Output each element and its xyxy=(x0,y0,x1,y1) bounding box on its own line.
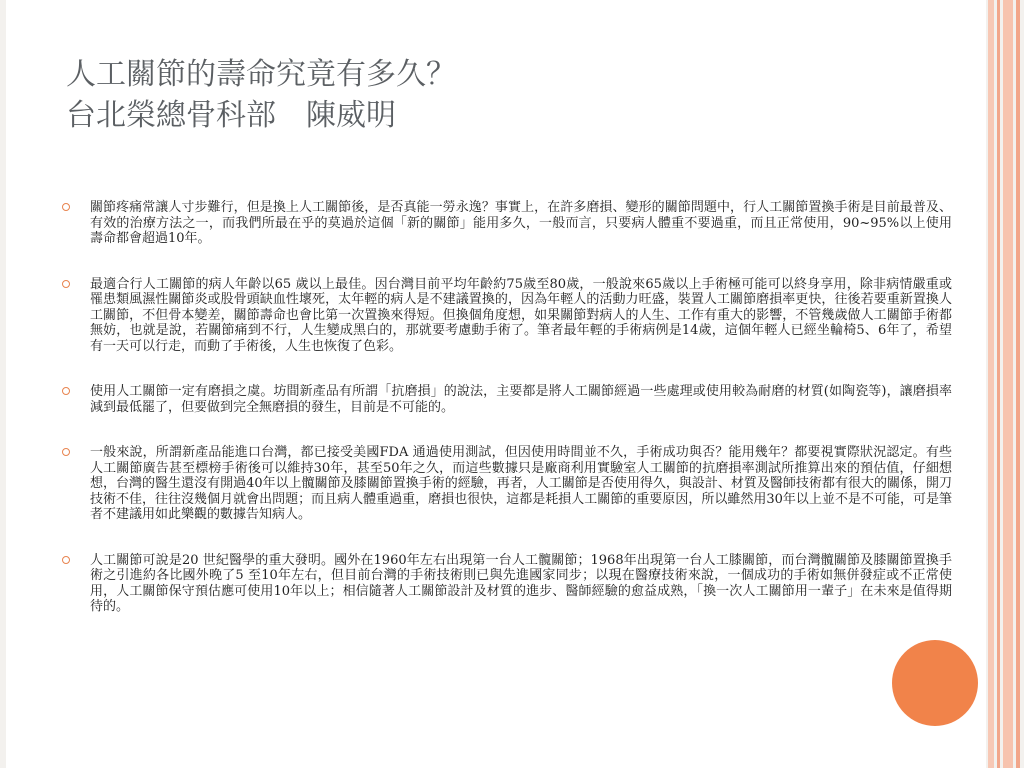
decorative-stripe xyxy=(997,0,1000,768)
bullet-text: 人工關節可說是20 世紀醫學的重大發明。國外在1960年左右出現第一台人工髖關節；1968年出現第一台人工膝關節，而台灣髖關節及膝關節置換手術之引進約各比國外晚了5 至10年左右，但目前台灣的手術技術則已與先進國家同步；以現在醫療技術來說，一個成功的手術如無併發症或不正常使用，人工關節保守預估應可使用10年以上；相信隨著人工關節設計及材質的進步、醫師經驗的愈益成熟，「換一次人工關節用一輩子」在未來是值得期待的。 xyxy=(90,552,952,614)
circle-bullet-icon xyxy=(62,280,70,288)
bullet-item xyxy=(62,200,952,247)
circle-bullet-icon xyxy=(62,556,70,564)
bullet-text: 一般來說，所謂新產品能進口台灣，都已接受美國FDA 通過使用測試，但因使用時間並不久，手術成功與否？能用幾年？都要視實際狀況認定。有些人工關節廣告甚至標榜手術後可以維持30年，甚至50年之久，而這些數據只是廠商利用實驗室人工關節的抗磨損率測試所推算出來的預估值，仔細想想，台灣的醫生還沒有開過40年以上髖關節及膝關節置換手術的經驗，再者，人工關節是否使用得久，與設計、材質及醫師技術都有很大的關係，開刀技術不佳，往往沒幾個月就會出問題；而且病人體重過重，磨損也很快，這都是耗損人工關節的重要原因，所以雖然用30年以上並不是不可能，可是筆者不建議用如此樂觀的數據告知病人。 xyxy=(90,445,952,522)
bullet-text: 關節疼痛常讓人寸步難行，但是換上人工關節後，是否真能一勞永逸？事實上，在許多磨損、變形的關節問題中，行人工關節置換手術是目前最普及、有效的治療方法之一，而我們所最在乎的莫過於這個「新的關節」能用多久，一般而言，只要病人體重不要過重，而且正常使用，90~95%以上使用壽命都會超過10年。 xyxy=(90,200,952,246)
slide-title xyxy=(66,54,946,136)
decorative-stripe xyxy=(988,0,994,768)
slide-title-line-1: 人工關節的壽命究竟有多久？ xyxy=(66,57,456,92)
decorative-circle xyxy=(892,640,978,726)
circle-bullet-icon xyxy=(62,448,70,456)
bullet-item xyxy=(62,384,952,415)
circle-bullet-icon xyxy=(62,203,70,211)
decorative-stripe xyxy=(1003,0,1013,768)
bullet-text: 使用人工關節一定有磨損之虞。坊間新產品有所謂「抗磨損」的說法，主要都是將人工關節經過一些處理或使用較為耐磨的材質(如陶瓷等)，讓磨損率減到最低罷了，但要做到完全無磨損的發生，目前是不可能的。 xyxy=(90,384,952,415)
bullet-text: 最適合行人工關節的病人年齡以65 歲以上最佳。因台灣目前平均年齡約75歲至80歲，一般說來65歲以上手術極可能可以終身享用，除非病情嚴重或罹患類風濕性關節炎或股骨頭缺血性壞死，太年輕的病人是不建議置換的，因為年輕人的活動力旺盛，裝置人工關節磨損率更快，往後若要重新置換人工關節，不但骨本變差，關節壽命也會比第一次置換來得短。但換個角度想，如果關節對病人的人生、工作有重大的影響，不管幾歲做人工關節手術都無妨，也就是說，若關節痛到不行，人生變成黑白的，那就要考慮動手術了。筆者最年輕的手術病例是14歲，這個年輕人已經坐輪椅5、6年了，希望有一天可以行走，而動了手術後，人生也恢復了色彩。 xyxy=(90,276,952,354)
bullet-item xyxy=(62,277,952,355)
slide-title-line-2: 台北榮總骨科部 陳威明 xyxy=(66,98,396,133)
bullet-list xyxy=(62,200,952,615)
bullet-item xyxy=(62,445,952,523)
decorative-stripe xyxy=(1016,0,1020,768)
circle-bullet-icon xyxy=(62,387,70,395)
bullet-item xyxy=(62,553,952,615)
